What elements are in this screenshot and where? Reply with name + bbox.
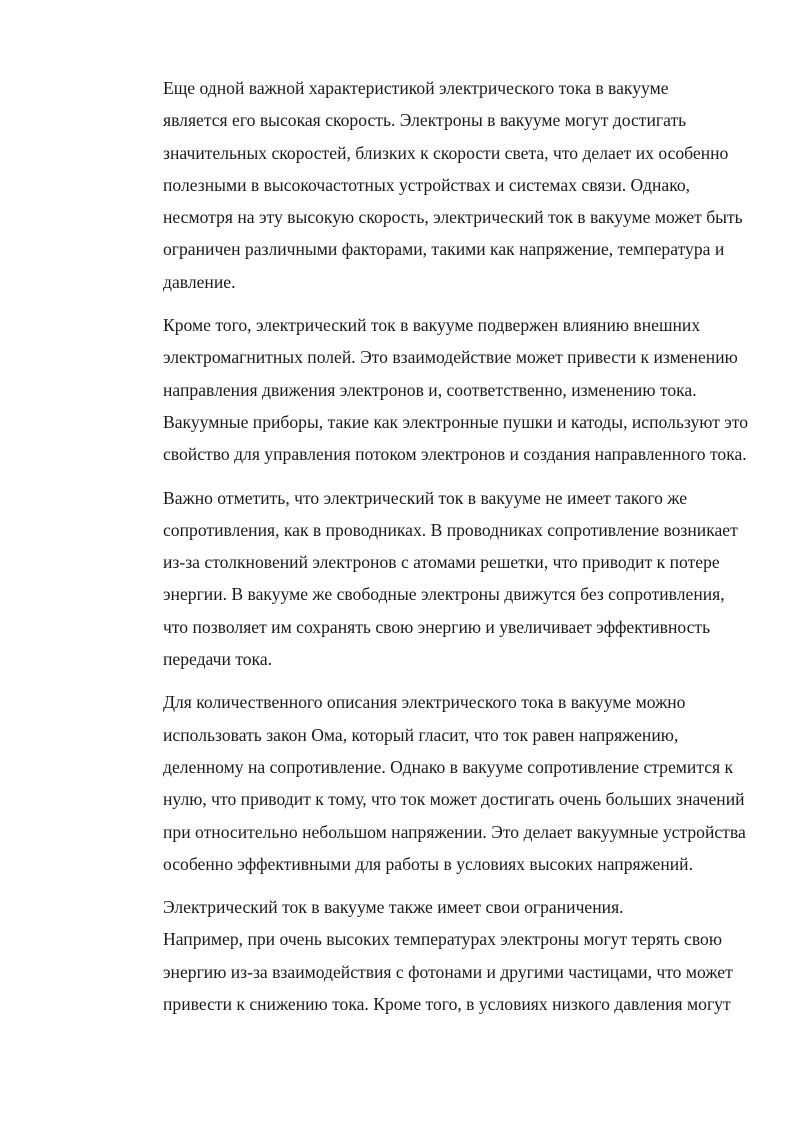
text-line: Вакуумные приборы, такие как электронные пушки и катоды, используют это [163, 411, 749, 432]
text-line: что позволяет им сохранять свою энергию и увеличивает эффективность [163, 616, 711, 637]
text-line: значительных скоростей, близких к скорости света, что делает их особенно [163, 142, 729, 163]
text-line: полезными в высокочастотных устройствах и системах связи. Однако, [163, 174, 691, 195]
text-line: из-за столкновений электронов с атомами решетки, что приводит к потере [163, 552, 720, 573]
text-line: энергию из-за взаимодействия с фотонами и другими частицами, что может [163, 961, 733, 982]
paragraph-3 [116, 482, 738, 676]
text-line: особенно эффективными для работы в условиях высоких напряжений. [163, 853, 693, 874]
text-line: электромагнитных полей. Это взаимодействие может привести к изменению [163, 347, 738, 368]
text-line: передачи тока. [163, 649, 273, 670]
text-line: энергии. В вакууме же свободные электроны движутся без сопротивления, [163, 584, 725, 605]
text-line: Еще одной важной характеристикой электрического тока в вакууме [163, 78, 669, 98]
text-line: использовать закон Ома, который гласит, что ток равен напряжению, [163, 724, 679, 745]
text-line: Важно отметить, что электрический ток в вакууме не имеет такого же [163, 487, 688, 508]
text-line: Электрический ток в вакууме также имеет свои ограничения. [163, 897, 624, 918]
text-line: нулю, что приводит к тому, что ток может достигать очень больших значений [163, 789, 745, 810]
text-line: Кроме того, электрический ток в вакууме подвержен влиянию внешних [163, 315, 701, 336]
paragraph-1 [116, 72, 743, 298]
paragraph-2 [116, 309, 749, 470]
text-line: Например, при очень высоких температурах электроны могут терять свою [163, 929, 722, 950]
text-line: привести к снижению тока. Кроме того, в условиях низкого давления могут [163, 994, 731, 1015]
text-line: направления движения электронов и, соответственно, изменению тока. [163, 379, 697, 400]
text-line: ограничен различными факторами, такими как напряжение, температура и [163, 239, 725, 260]
paragraph-4 [116, 686, 746, 880]
text-line: несмотря на эту высокую скорость, электрический ток в вакууме может быть [163, 207, 743, 228]
text-line: является его высокая скорость. Электроны в вакууме могут достигать [163, 110, 687, 131]
document-page [116, 72, 749, 1031]
text-line: сопротивления, как в проводниках. В проводниках сопротивление возникает [163, 519, 738, 540]
paragraph-5 [116, 891, 733, 1020]
text-line: деленному на сопротивление. Однако в вакууме сопротивление стремится к [163, 756, 734, 777]
text-line: при относительно небольшом напряжении. Это делает вакуумные устройства [163, 821, 746, 842]
text-line: Для количественного описания электрического тока в вакууме можно [163, 692, 686, 713]
text-line: свойство для управления потоком электронов и создания направленного тока. [163, 444, 747, 465]
text-line: давление. [163, 271, 236, 292]
